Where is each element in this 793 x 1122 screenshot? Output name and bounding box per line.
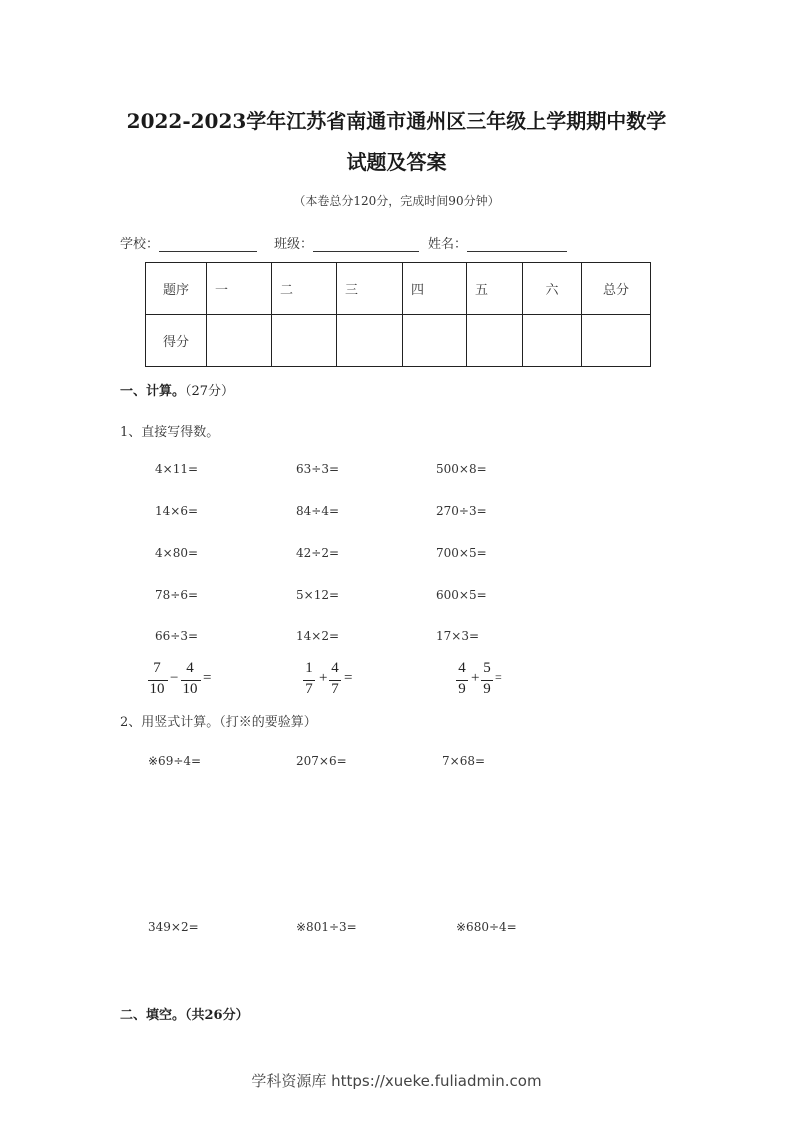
school-blank[interactable] bbox=[159, 237, 257, 252]
title-line-1: 2022-2023学年江苏省南通市通州区三年级上学期期中数学 bbox=[126, 109, 667, 133]
numerator: 4 bbox=[186, 660, 194, 676]
class-blank[interactable] bbox=[313, 237, 419, 252]
section-1-points: （27分） bbox=[185, 384, 235, 399]
equals-sign: = bbox=[495, 670, 502, 684]
score-table bbox=[145, 262, 651, 367]
footer-watermark: 学科资源库 https://xueke.fuliadmin.com bbox=[251, 1072, 542, 1090]
denominator: 7 bbox=[331, 681, 339, 697]
operator: + bbox=[471, 670, 480, 686]
info-class bbox=[274, 233, 419, 252]
score-header-cell: 题序 bbox=[146, 263, 207, 315]
denominator: 9 bbox=[483, 681, 491, 697]
oral-item: 4×80= bbox=[155, 546, 199, 560]
vertical-calc-item: ※801÷3= bbox=[296, 920, 357, 934]
score-table-header-row bbox=[146, 263, 651, 315]
oral-item: 270÷3= bbox=[436, 504, 487, 518]
score-row-label: 得分 bbox=[146, 315, 207, 367]
section-2-heading: 二、填空。（共26分） bbox=[120, 1008, 249, 1023]
section-1-title: 一、计算。 bbox=[120, 384, 186, 399]
numerator: 5 bbox=[483, 660, 491, 676]
equals-sign: = bbox=[203, 670, 212, 686]
score-header-cell: 总分 bbox=[582, 263, 651, 315]
vertical-calc-item: 349×2= bbox=[148, 920, 199, 934]
score-table-score-row bbox=[146, 315, 651, 367]
score-cell[interactable] bbox=[523, 315, 582, 367]
numerator: 4 bbox=[458, 660, 466, 676]
score-cell[interactable] bbox=[337, 315, 403, 367]
vertical-calc-item: 207×6= bbox=[296, 754, 347, 768]
oral-item: 14×2= bbox=[296, 629, 340, 643]
equals-sign: = bbox=[344, 670, 353, 686]
oral-item: 66÷3= bbox=[155, 629, 199, 643]
score-header-cell: 六 bbox=[523, 263, 582, 315]
vertical-calc-item: ※69÷4= bbox=[148, 754, 202, 768]
denominator: 9 bbox=[458, 681, 466, 697]
oral-item: 500×8= bbox=[436, 462, 487, 476]
oral-item: 17×3= bbox=[436, 629, 480, 643]
operator: + bbox=[319, 670, 328, 686]
oral-item: 5×12= bbox=[296, 588, 340, 602]
score-cell[interactable] bbox=[582, 315, 651, 367]
vertical-calc-item: 7×68= bbox=[442, 754, 486, 768]
oral-item: 42÷2= bbox=[296, 546, 340, 560]
score-header-cell: 二 bbox=[272, 263, 337, 315]
score-header-cell: 三 bbox=[337, 263, 403, 315]
denominator: 10 bbox=[149, 681, 165, 697]
operator: − bbox=[170, 670, 179, 686]
score-header-cell: 一 bbox=[207, 263, 272, 315]
score-cell[interactable] bbox=[272, 315, 337, 367]
name-label: 姓名： bbox=[428, 237, 468, 252]
score-header-cell: 五 bbox=[467, 263, 523, 315]
oral-item: 84÷4= bbox=[296, 504, 340, 518]
class-label: 班级： bbox=[274, 237, 314, 252]
name-blank[interactable] bbox=[467, 237, 567, 252]
numerator: 1 bbox=[305, 660, 313, 676]
oral-item: 78÷6= bbox=[155, 588, 199, 602]
question-1-title: 1、直接写得数。 bbox=[120, 425, 220, 440]
subtitle: （本卷总分120分，完成时间90分钟） bbox=[293, 194, 500, 208]
denominator: 7 bbox=[305, 681, 313, 697]
numerator: 4 bbox=[331, 660, 339, 676]
info-name bbox=[428, 233, 567, 252]
school-label: 学校： bbox=[120, 237, 160, 252]
vertical-calc-item: ※680÷4= bbox=[456, 920, 517, 934]
denominator: 10 bbox=[182, 681, 198, 697]
title-line-2: 试题及答案 bbox=[346, 150, 447, 174]
score-cell[interactable] bbox=[403, 315, 467, 367]
score-header-cell: 四 bbox=[403, 263, 467, 315]
oral-item: 14×6= bbox=[155, 504, 199, 518]
oral-item: 600×5= bbox=[436, 588, 487, 602]
fraction-expression bbox=[146, 660, 216, 702]
oral-item: 63÷3= bbox=[296, 462, 340, 476]
fraction-expression bbox=[302, 660, 362, 702]
fraction-expression bbox=[455, 660, 515, 702]
score-cell[interactable] bbox=[207, 315, 272, 367]
oral-item: 4×11= bbox=[155, 462, 199, 476]
numerator: 7 bbox=[153, 660, 161, 676]
question-2-title: 2、用竖式计算。（打※的要验算） bbox=[120, 715, 317, 730]
section-1-heading bbox=[120, 380, 234, 399]
score-cell[interactable] bbox=[467, 315, 523, 367]
oral-item: 700×5= bbox=[436, 546, 487, 560]
info-school bbox=[120, 233, 257, 252]
